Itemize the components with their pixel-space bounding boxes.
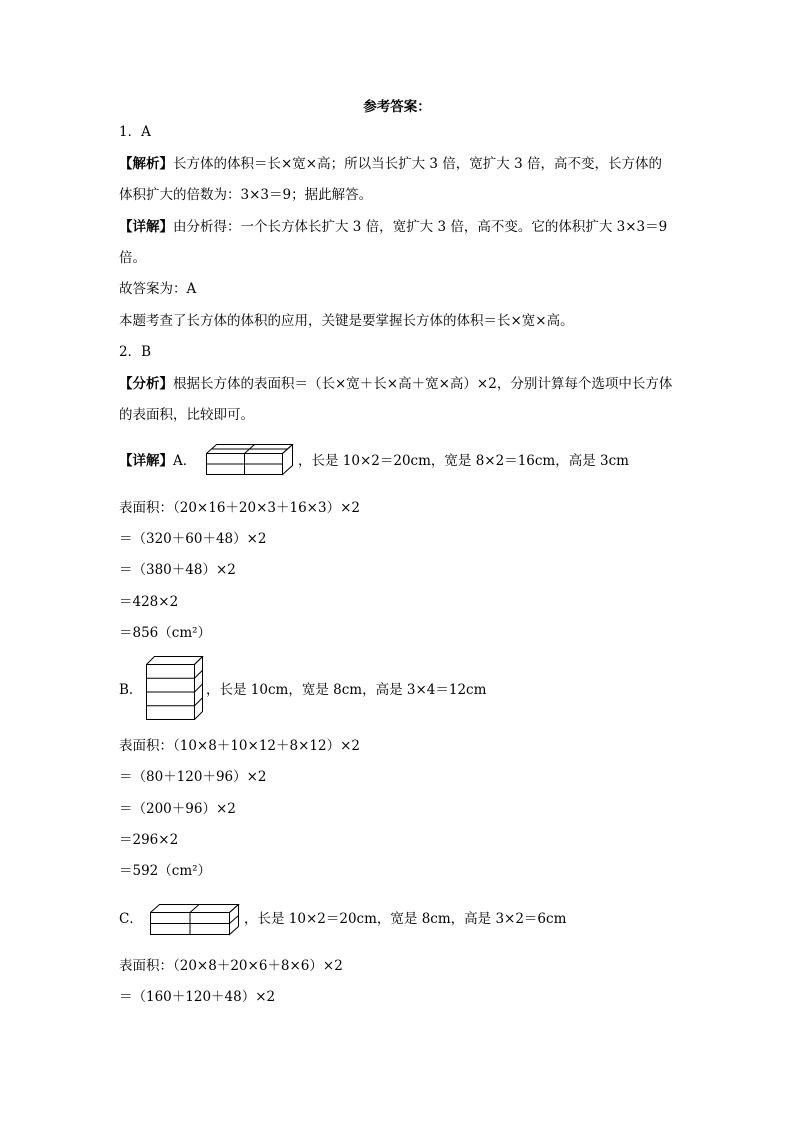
q2-b-step-2: ＝（80＋120＋96）×2 [119,769,267,785]
q2-b-step-3: ＝（200＋96）×2 [119,801,236,817]
q1-answer: 故答案为：A [119,281,197,297]
q2-option-c-label: C． [119,911,143,927]
q2-analysis-line [119,375,672,393]
q2-option-b-label: B． [119,682,143,698]
q2-detail-tag: 【详解】 [119,453,173,469]
q2-b-step-4: ＝296×2 [119,832,179,848]
q2-c-step-1: 表面积：（20×8＋20×6＋8×6）×2 [119,958,343,974]
q1-detail-text: 由分析得：一个长方体长扩大 3 倍，宽扩大 3 倍，高不变。它的体积扩大 3×3＝9 [173,219,668,235]
figure-c-cuboid [150,904,240,936]
q1-detail-line-2: 倍。 [119,250,146,266]
q2-analysis-line-2: 的表面积，比较即可。 [119,407,254,423]
q2-option-b-desc: ，长是 10cm，宽是 8cm，高是 3×4＝12cm [206,682,487,698]
q2-option-a-prefix [119,452,196,470]
q1-detail-tag: 【详解】 [119,219,173,235]
q1-analysis-line-2: 体积扩大的倍数为：3×3＝9；据此解答。 [119,187,373,203]
q2-c-step-2: ＝（160＋120＋48）×2 [119,989,276,1005]
q1-analysis-tag: 【解析】 [119,156,173,172]
q2-option-a-desc: ，长是 10×2＝20cm，宽是 8×2＝16cm，高是 3cm [298,453,629,469]
q2-a-step-1: 表面积：（20×16＋20×3＋16×3）×2 [119,500,360,516]
q2-option-a-label: A． [173,453,197,469]
q2-a-step-4: ＝428×2 [119,594,179,610]
q2-a-step-3: ＝（380＋48）×2 [119,562,236,578]
q1-summary: 本题考查了长方体的体积的应用，关键是要掌握长方体的体积＝长×宽×高。 [119,313,574,329]
q2-analysis-text: 根据长方体的表面积＝（长×宽＋长×高＋宽×高）×2，分别计算每个选项中长方体 [173,376,673,392]
q1-analysis-line [119,155,662,173]
q1-detail-line [119,218,667,236]
figure-b-cuboid [146,656,204,720]
q2-a-step-5: ＝856（cm²） [119,625,212,641]
q2-a-step-2: ＝（320＋60＋48）×2 [119,531,267,547]
page-title: 参考答案： [363,99,431,115]
figure-a-cuboid [206,444,294,476]
q1-analysis-text: 长方体的体积＝长×宽×高；所以当长扩大 3 倍，宽扩大 3 倍，高不变，长方体的 [173,156,662,172]
q2-b-step-5: ＝592（cm²） [119,863,212,879]
q1-number: 1．A [119,124,151,140]
q2-option-c-desc: ，长是 10×2＝20cm，宽是 8cm，高是 3×2＝6cm [244,911,567,927]
q2-b-step-1: 表面积：（10×8＋10×12＋8×12）×2 [119,738,360,754]
q2-analysis-tag: 【分析】 [119,376,173,392]
q2-number: 2．B [119,344,152,360]
